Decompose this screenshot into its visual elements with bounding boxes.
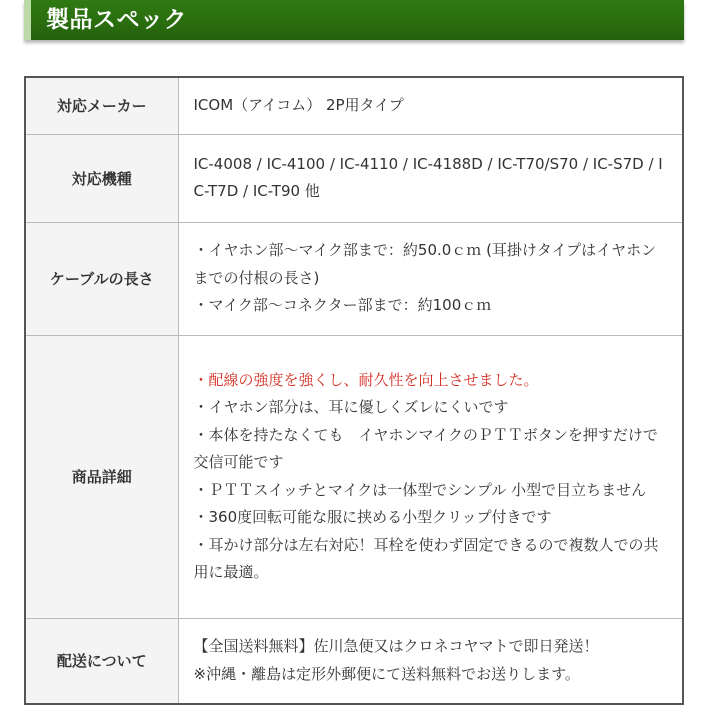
spec-row-shipping bbox=[25, 618, 683, 704]
spec-row-cable-length bbox=[25, 222, 683, 335]
spec-value-details bbox=[178, 335, 683, 618]
spec-row-models bbox=[25, 134, 683, 222]
spec-label-models: 対応機種 bbox=[25, 134, 178, 222]
spec-value-line: IC-4008 / IC-4100 / IC-4110 / IC-4188D / IC-T70/S70 / IC-S7D / IC-T7D / IC-T90 他 bbox=[193, 154, 663, 200]
section-title: 製品スペック bbox=[46, 7, 187, 33]
spec-value-shipping bbox=[178, 618, 683, 704]
spec-value-line: ・マイク部～コネクター部まで：約100ｃｍ bbox=[193, 296, 492, 315]
spec-value-line: ・360度回転可能な服に挟める小型クリップ付きです bbox=[193, 508, 552, 526]
spec-table bbox=[24, 76, 684, 705]
spec-row-details bbox=[25, 335, 683, 618]
spec-value-line: 【全国送料無料】佐川急便又はクロネコヤマトで即日発送！ bbox=[193, 637, 599, 656]
header-accent-stripe bbox=[24, 0, 31, 40]
spec-value-line: ICOM（アイコム） 2P用タイプ bbox=[193, 96, 404, 114]
spec-value-line: ・耳かけ部分は左右対応！耳栓を使わず固定できるので複数人での共用に最適。 bbox=[193, 535, 659, 581]
spec-label-shipping: 配送について bbox=[25, 618, 178, 704]
spec-label-maker: 対応メーカー bbox=[25, 77, 178, 134]
spec-value-line: ・イヤホン部分は、耳に優しくズレにくいです bbox=[193, 398, 509, 416]
spec-value-line-highlight: ・配線の強度を強くし、耐久性を向上させました。 bbox=[193, 370, 539, 389]
spec-value-cable-length bbox=[178, 222, 683, 335]
spec-label-cable-length: ケーブルの長さ bbox=[25, 222, 178, 335]
spec-value-line: ・ＰＴＴスイッチとマイクは一体型でシンプル 小型で目立ちません bbox=[193, 480, 647, 499]
section-header bbox=[24, 0, 684, 40]
spec-row-maker bbox=[25, 77, 683, 134]
spec-value-line: ※沖縄・離島は定形外郵便にて送料無料でお送りします。 bbox=[193, 664, 580, 683]
spec-value-maker bbox=[178, 77, 683, 134]
spec-value-line: ・本体を持たなくても イヤホンマイクのＰＴＴボタンを押すだけで交信可能です bbox=[193, 425, 658, 471]
spec-value-line: ・イヤホン部～マイク部まで：約50.0ｃｍ (耳掛けタイプはイヤホンまでの付根の長さ) bbox=[193, 241, 657, 287]
spec-value-models bbox=[178, 134, 683, 222]
spec-label-details: 商品詳細 bbox=[25, 335, 178, 618]
